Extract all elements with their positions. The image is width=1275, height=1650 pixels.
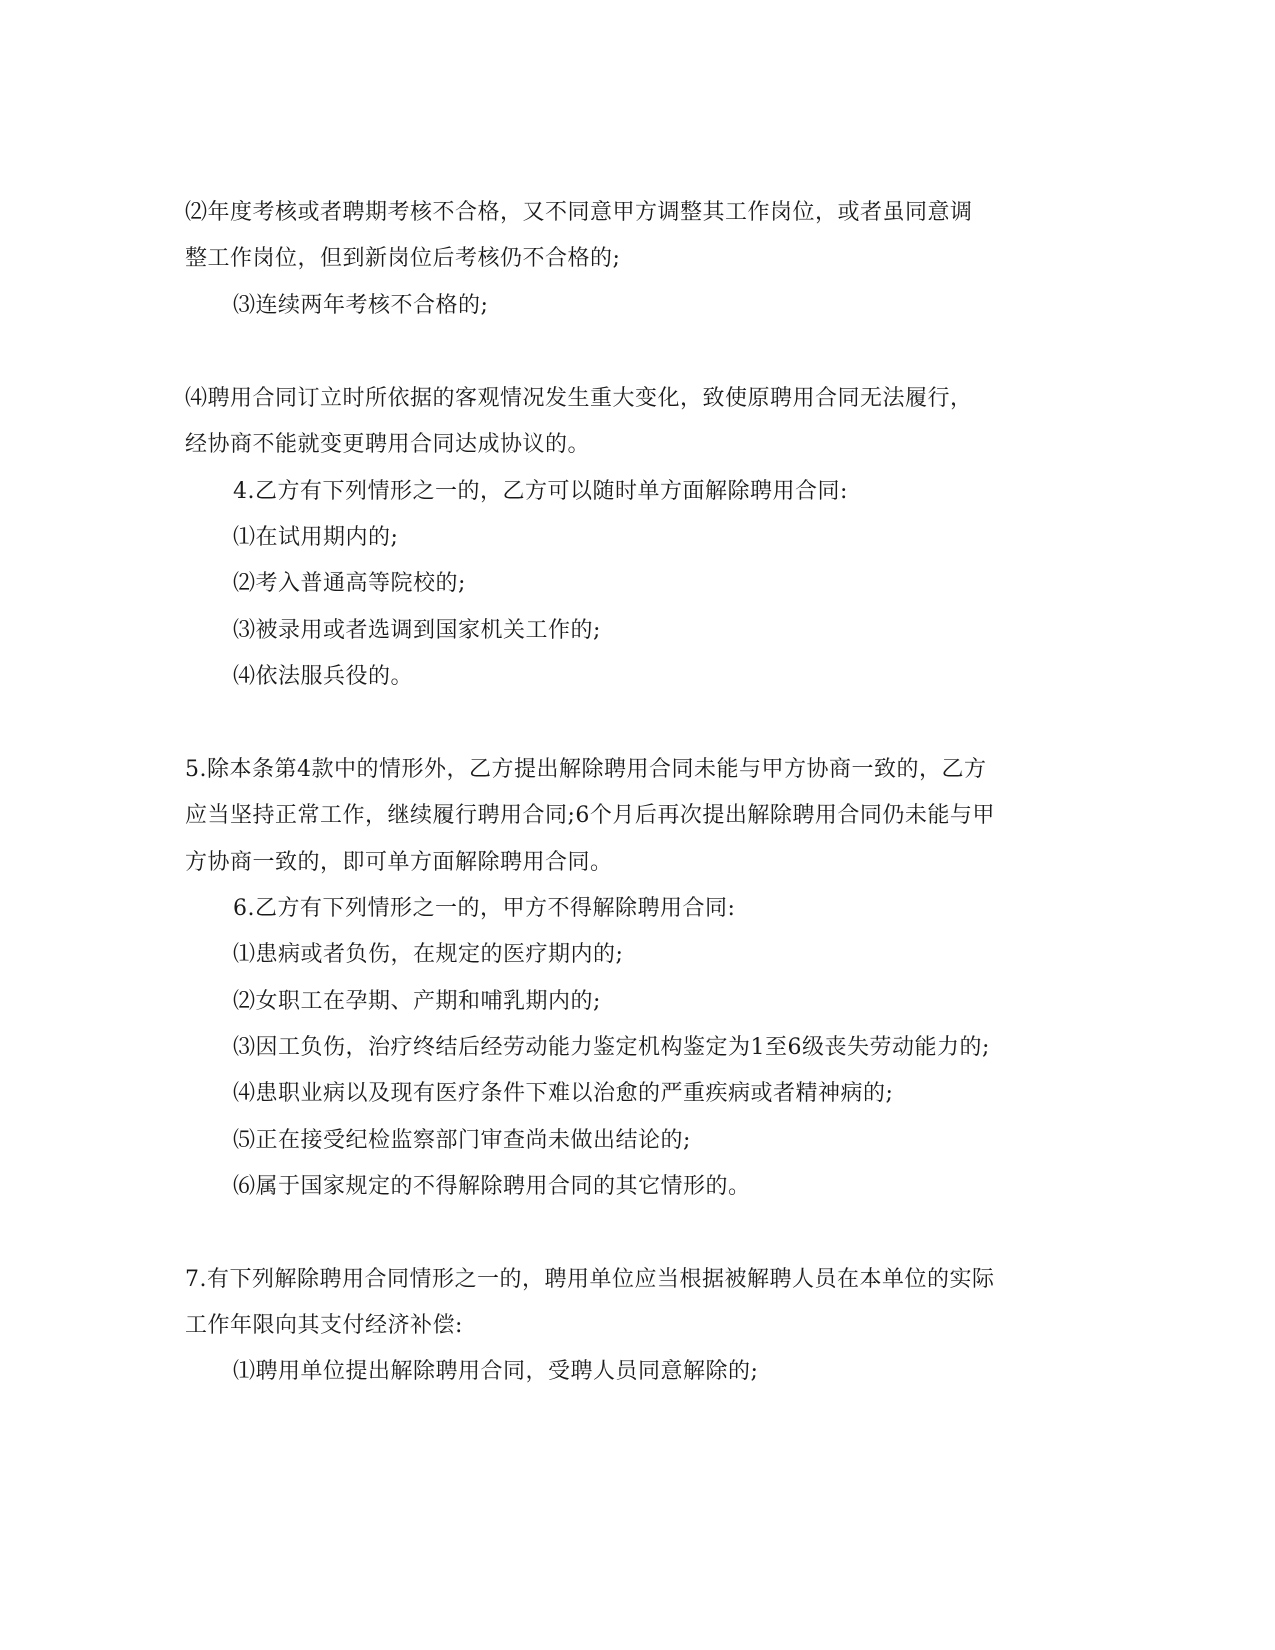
paragraph-line: ⑸正在接受纪检监察部门审查尚未做出结论的;	[233, 1128, 691, 1153]
paragraph-line: 应当坚持正常工作，继续履行聘用合同;6个月后再次提出解除聘用合同仍未能与甲	[185, 803, 995, 828]
paragraph-line: ⑵女职工在孕期、产期和哺乳期内的;	[233, 989, 601, 1014]
paragraph-line: ⑵考入普通高等院校的;	[233, 571, 466, 596]
paragraph-line: 工作年限向其支付经济补偿:	[185, 1313, 463, 1338]
paragraph-line: ⑷依法服兵役的。	[233, 664, 414, 689]
paragraph-line: ⑴聘用单位提出解除聘用合同，受聘人员同意解除的;	[233, 1359, 759, 1384]
paragraph-line: ⑷患职业病以及现有医疗条件下难以治愈的严重疾病或者精神病的;	[233, 1081, 894, 1106]
paragraph-line: 5.除本条第4款中的情形外，乙方提出解除聘用合同未能与甲方协商一致的，乙方	[185, 757, 987, 782]
paragraph-line: ⑷聘用合同订立时所依据的客观情况发生重大变化，致使原聘用合同无法履行，	[185, 386, 973, 411]
paragraph-line: 7.有下列解除聘用合同情形之一的，聘用单位应当根据被解聘人员在本单位的实际	[185, 1267, 995, 1292]
paragraph-line: ⑴在试用期内的;	[233, 525, 399, 550]
paragraph-line: ⑶被录用或者选调到国家机关工作的;	[233, 618, 601, 643]
paragraph-line: 4.乙方有下列情形之一的，乙方可以随时单方面解除聘用合同:	[233, 479, 848, 504]
paragraph-line: ⑹属于国家规定的不得解除聘用合同的其它情形的。	[233, 1174, 751, 1199]
paragraph-line: ⑵年度考核或者聘期考核不合格，又不同意甲方调整其工作岗位，或者虽同意调	[185, 200, 973, 225]
paragraph-line: 6.乙方有下列情形之一的，甲方不得解除聘用合同:	[233, 896, 736, 921]
paragraph-line: 经协商不能就变更聘用合同达成协议的。	[185, 432, 591, 457]
paragraph-line: 方协商一致的，即可单方面解除聘用合同。	[185, 850, 613, 875]
paragraph-line: ⑶因工负伤，治疗终结后经劳动能力鉴定机构鉴定为1至6级丧失劳动能力的;	[233, 1035, 990, 1060]
paragraph-line: ⑴患病或者负伤，在规定的医疗期内的;	[233, 942, 624, 967]
paragraph-line: 整工作岗位，但到新岗位后考核仍不合格的;	[185, 246, 621, 271]
paragraph-line: ⑶连续两年考核不合格的;	[233, 293, 489, 318]
